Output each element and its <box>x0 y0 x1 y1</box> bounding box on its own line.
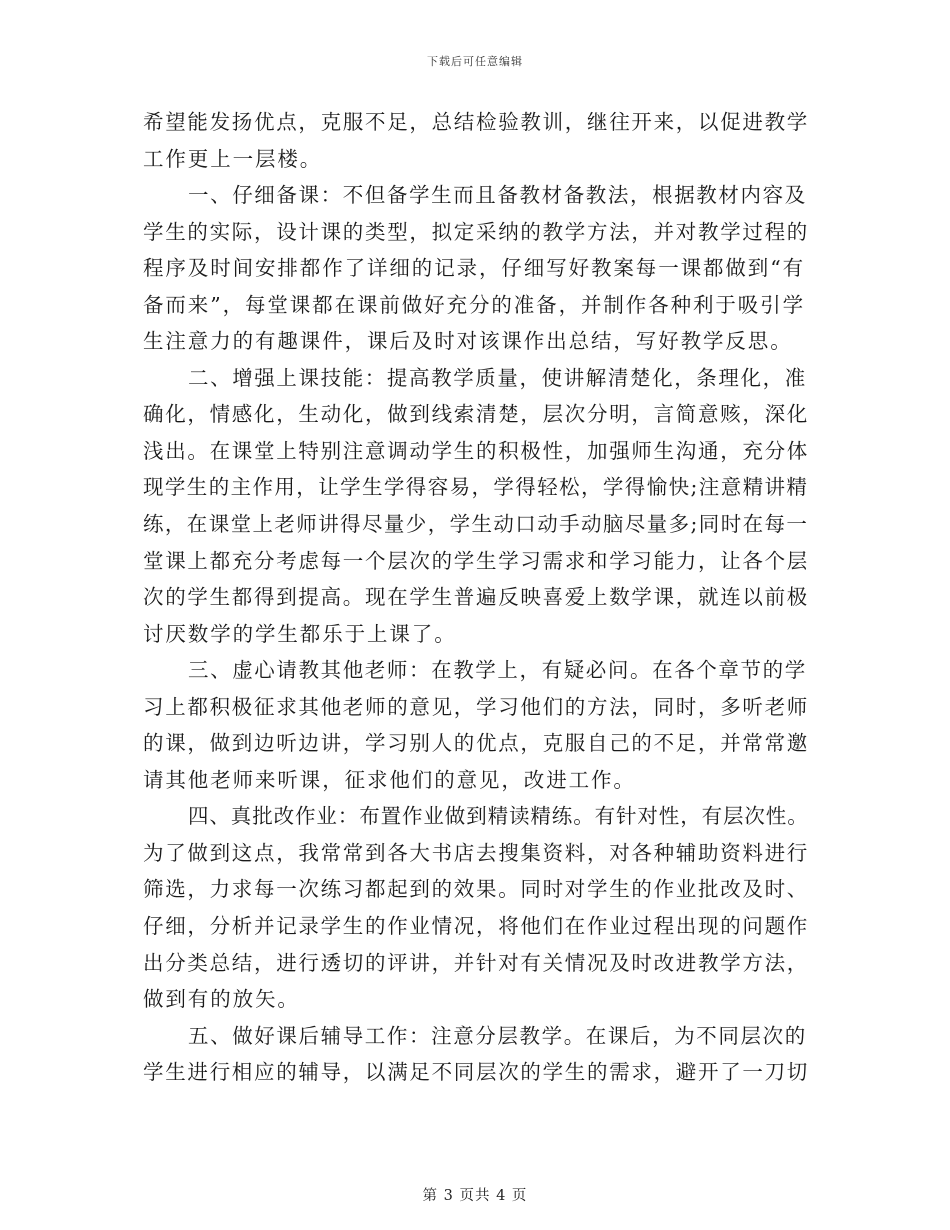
text-line: 仔细，分析并记录学生的作业情况，将他们在作业过程出现的问题作 <box>143 914 809 939</box>
paragraph-first-line: 三、虚心请教其他老师：在教学上，有疑必问。在各个章节的学 <box>188 658 807 683</box>
page-footer: 第 3 页共 4 页 <box>422 1188 528 1204</box>
text-line: 备而来”，每堂课都在课前做好充分的准备，并制作各种利于吸引学 <box>143 292 805 317</box>
text-line: 确化，情感化，生动化，做到线索清楚，层次分明，言简意赅，深化 <box>143 402 809 427</box>
text-line: 生注意力的有趣课件，课后及时对该课作出总结，写好教学反思。 <box>143 329 793 354</box>
text-line: 现学生的主作用，让学生学得容易，学得轻松，学得愉快;注意精讲精 <box>143 475 809 500</box>
text-line: 讨厌数学的学生都乐于上课了。 <box>143 621 457 646</box>
paragraph-first-line: 二、增强上课技能：提高教学质量，使讲解清楚化，条理化，准 <box>188 365 807 390</box>
text-line: 学生进行相应的辅导，以满足不同层次的学生的需求，避开了一刀切 <box>143 1060 809 1085</box>
text-line: 程序及时间安排都作了详细的记录，仔细写好教案每一课都做到“有 <box>143 256 805 281</box>
text-line: 筛选，力求每一次练习都起到的效果。同时对学生的作业批改及时、 <box>143 877 809 902</box>
paragraph-first-line: 四、真批改作业：布置作业做到精读精练。有针对性，有层次性。 <box>188 804 809 829</box>
text-line: 堂课上都充分考虑每一个层次的学生学习需求和学习能力，让各个层 <box>143 548 809 573</box>
text-line: 为了做到这点，我常常到各大书店去搜集资料，对各种辅助资料进行 <box>143 840 809 865</box>
text-line: 习上都积极征求其他老师的意见，学习他们的方法，同时，多听老师 <box>143 694 809 719</box>
text-line: 学生的实际，设计课的类型，拟定采纳的教学方法，并对教学过程的 <box>143 219 809 244</box>
text-line: 出分类总结，进行透切的评讲，并针对有关情况及时改进教学方法， <box>143 950 809 975</box>
body-text <box>143 104 809 1091</box>
text-line: 希望能发扬优点，克服不足，总结检验教训，继往开来，以促进教学 <box>143 110 809 134</box>
text-line: 的课，做到边听边讲，学习别人的优点，克服自己的不足，并常常邀 <box>143 731 809 756</box>
text-line: 请其他老师来听课，征求他们的意见，改进工作。 <box>143 767 636 792</box>
text-line: 练，在课堂上老师讲得尽量少，学生动口动手动脑尽量多;同时在每一 <box>143 512 809 537</box>
text-line: 工作更上一层楼。 <box>143 146 323 171</box>
text-line: 做到有的放矢。 <box>143 987 300 1012</box>
text-line: 次的学生都得到提高。现在学生普遍反映喜爱上数学课，就连以前极 <box>143 585 809 610</box>
text-line: 浅出。在课堂上特别注意调动学生的积极性，加强师生沟通，充分体 <box>143 438 809 463</box>
paragraph-first-line: 五、做好课后辅导工作：注意分层教学。在课后，为不同层次的 <box>188 1023 807 1048</box>
page-header: 下载后可任意编辑 <box>427 55 523 68</box>
paragraph-first-line: 一、仔细备课：不但备学生而且备教材备教法，根据教材内容及 <box>188 183 807 208</box>
